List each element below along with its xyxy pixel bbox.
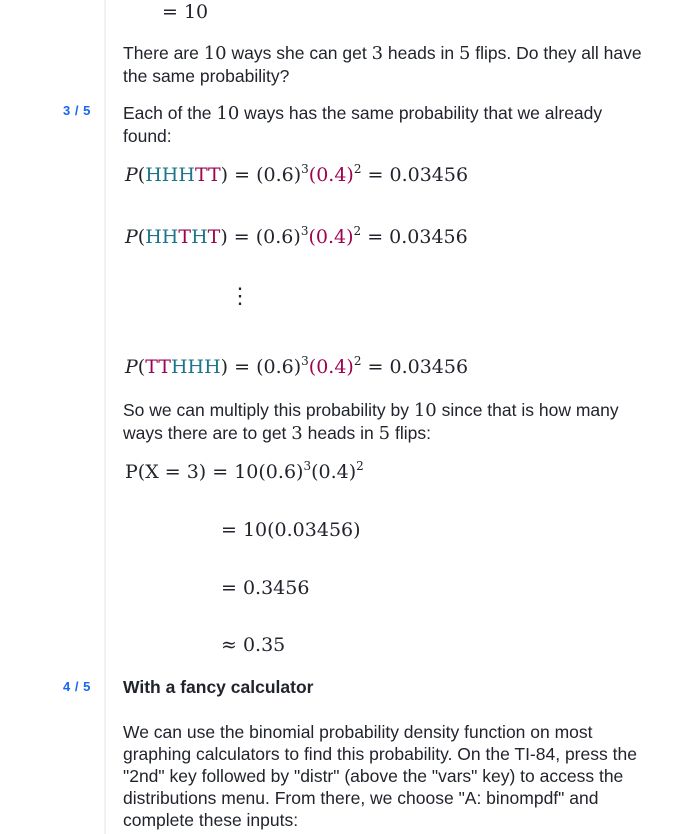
final-equation-line-3: = 0.3456 — [221, 577, 310, 599]
probability-equation-hhhtt: P(HHHTT) = $(0.6)^3(0.4)^2 = 0.03456$ — [125, 162, 469, 186]
final-equation-line-2: = 10(0.03456) — [221, 519, 361, 541]
step-label-4: 4 / 5 — [63, 679, 91, 694]
final-equation-line-1: $P(X = 3) = 10(0.6)^3(0.4)^2$ — [125, 459, 364, 483]
heads-letter: H — [145, 226, 162, 248]
final-equation-line-4: ≈ 0.35 — [221, 634, 286, 656]
step-rail — [104, 0, 106, 834]
heads-letter: H — [145, 164, 162, 186]
probability-equation-ttthh: P(TTHHH) = $(0.6)^3(0.4)^2 = 0.03456$ — [125, 354, 469, 378]
sequence-text — [145, 356, 220, 378]
heads-letter: H — [187, 356, 205, 378]
heads-letter: H — [170, 356, 188, 378]
sequence-text — [145, 226, 220, 248]
heads-letter: H — [161, 164, 179, 186]
heads-letter: H — [178, 164, 195, 186]
heads-letter: H — [191, 226, 208, 248]
multiply-paragraph: So we can multiply this probability by 10 since that is how many ways there are to get 3 heads in 5 flips: — [123, 400, 619, 444]
probability-equation-hhtht: P(HHTHT) = $(0.6)^3(0.4)^2 = 0.03456$ — [125, 224, 468, 248]
step3-intro-paragraph: Each of the 10 ways has the same probability that we already found: — [123, 103, 603, 146]
calculator-paragraph: We can use the binomial probability density function on most graphing calculators to find this probability. On the TI-84, press the "2nd" key followed by "distr" (above the "vars" key) to access the distributions menu. From there, we choose "A: binompdf" and complete these inputs: — [123, 722, 637, 830]
tails-letter: T — [194, 164, 208, 186]
ways-paragraph: There are 10 ways she can get 3 heads in 5 flips. Do they all have the same probability? — [123, 43, 642, 86]
step4-heading: With a fancy calculator — [123, 677, 314, 697]
sequence-text — [145, 164, 220, 186]
tails-letter: T — [207, 226, 221, 248]
vertical-ellipsis: ⋮ — [229, 284, 251, 309]
tails-letter: T — [207, 164, 221, 186]
previous-result-line: = 10 — [162, 1, 209, 23]
heads-letter: H — [161, 226, 179, 248]
heads-letter: H — [204, 356, 221, 378]
step-label-3: 3 / 5 — [63, 103, 91, 118]
tails-letter: T — [178, 226, 192, 248]
tails-letter: T — [145, 356, 159, 378]
tails-letter: T — [158, 356, 171, 378]
